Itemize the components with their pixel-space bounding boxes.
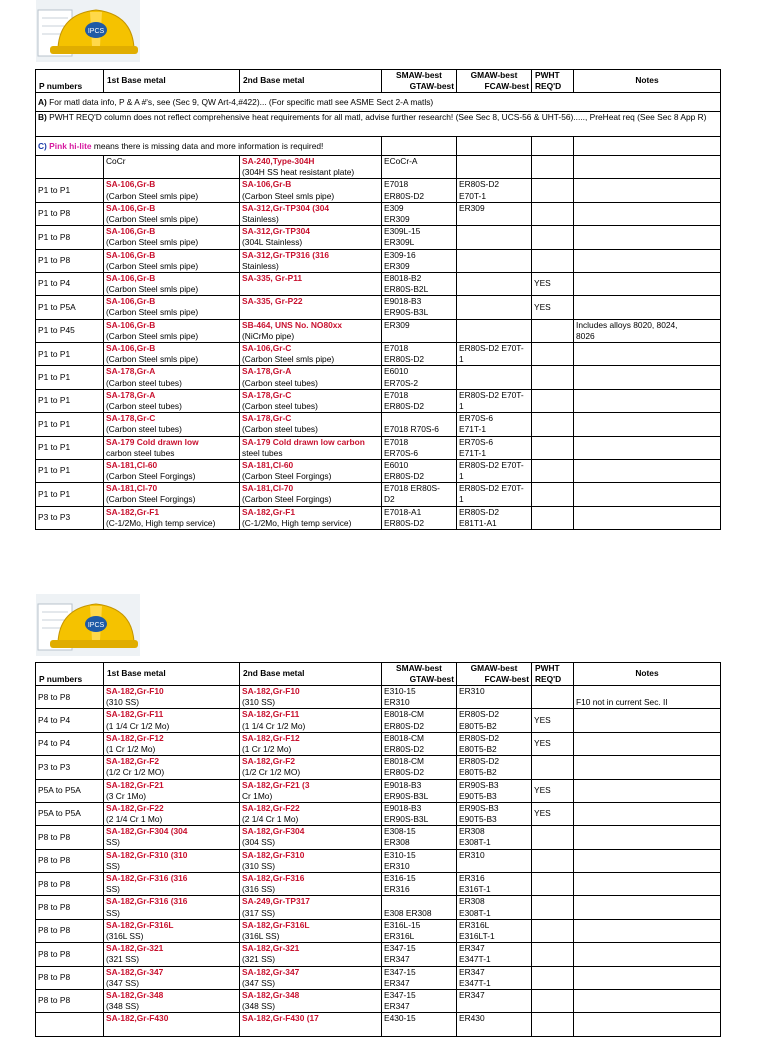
weld-filler-table-1 [35, 69, 721, 530]
table-row [36, 272, 721, 295]
base-metal-1-cell: SA-182,Gr-F310 (310 SS) [104, 849, 240, 872]
gmaw-fcaw-cell: ER80S-D2 E80T5-B2 [457, 732, 532, 755]
table-row [36, 249, 721, 272]
gmaw-fcaw-cell: ER90S-B3 E90T5-B3 [457, 802, 532, 825]
note-b: B) PWHT REQ'D column does not reflect comprehensive heat requirements for all matl, advise further research! (See Sec 8, UCS-56 & UHT-56)....., PreHeat req (See Sec 8 App R) [36, 112, 721, 137]
table-row [36, 506, 721, 529]
base-metal-1-cell: SA-182,Gr-F10 (310 SS) [104, 686, 240, 709]
notes-cell [574, 506, 721, 529]
smaw-gtaw-cell: E8018-B2 ER80S-B2L [382, 272, 457, 295]
notes-cell [574, 156, 721, 179]
p-number-cell: P3 to P3 [36, 756, 104, 779]
gmaw-fcaw-cell [457, 366, 532, 389]
p-number-cell: P3 to P3 [36, 506, 104, 529]
gmaw-fcaw-cell [457, 319, 532, 342]
notes-cell [574, 873, 721, 896]
notes-cell: Includes alloys 8020, 8024, 8026 [574, 319, 721, 342]
table-row [36, 413, 721, 436]
base-metal-1-cell: SA-182,Gr-F304 (304 SS) [104, 826, 240, 849]
base-metal-1-cell: SA-182,Gr-F2 (1/2 Cr 1/2 MO) [104, 756, 240, 779]
table-row [36, 966, 721, 989]
pwht-cell [532, 179, 574, 202]
p-number-cell: P1 to P1 [36, 389, 104, 412]
table-row [36, 686, 721, 709]
pwht-cell [532, 686, 574, 709]
col-smaw-gtaw: SMAW-best GTAW-best [382, 663, 457, 686]
pwht-cell [532, 873, 574, 896]
base-metal-1-cell: SA-106,Gr-B (Carbon Steel smls pipe) [104, 343, 240, 366]
smaw-gtaw-cell: E316-15 ER316 [382, 873, 457, 896]
gmaw-fcaw-cell: ER80S-D2 E70T- 1 [457, 459, 532, 482]
base-metal-2-cell: SB-464, UNS No. NO80xx (NiCrMo pipe) [240, 319, 382, 342]
smaw-gtaw-cell: E8018-CM ER80S-D2 [382, 732, 457, 755]
pwht-cell [532, 896, 574, 919]
p-number-cell: P1 to P1 [36, 343, 104, 366]
table-row [36, 896, 721, 919]
notes-cell [574, 919, 721, 942]
base-metal-1-cell: SA-182,Gr-347 (347 SS) [104, 966, 240, 989]
col-smaw-gtaw: SMAW-best GTAW-best [382, 70, 457, 93]
pwht-cell [532, 989, 574, 1012]
pwht-cell [532, 319, 574, 342]
pwht-cell [532, 459, 574, 482]
smaw-gtaw-cell: E309 ER309 [382, 202, 457, 225]
table-row [36, 226, 721, 249]
base-metal-1-cell: SA-178,Gr-A (Carbon steel tubes) [104, 389, 240, 412]
base-metal-2-cell: SA-182,Gr-F11 (1 1/4 Cr 1/2 Mo) [240, 709, 382, 732]
table-row [36, 156, 721, 179]
gmaw-fcaw-cell: ER80S-D2 E70T- 1 [457, 483, 532, 506]
base-metal-2-cell: SA-182,Gr-347 (347 SS) [240, 966, 382, 989]
p-number-cell: P5A to P5A [36, 802, 104, 825]
pwht-cell: YES [532, 732, 574, 755]
p-number-cell [36, 156, 104, 179]
pwht-cell: YES [532, 272, 574, 295]
p-number-cell [36, 1013, 104, 1036]
base-metal-2-cell: SA-182,Gr-F316L (316L SS) [240, 919, 382, 942]
gmaw-fcaw-cell: ER310 [457, 849, 532, 872]
p-number-cell: P8 to P8 [36, 826, 104, 849]
base-metal-1-cell: SA-106,Gr-B (Carbon Steel smls pipe) [104, 226, 240, 249]
notes-cell [574, 709, 721, 732]
table-row [36, 779, 721, 802]
col-p-numbers: P numbers [36, 663, 104, 686]
table-row [36, 483, 721, 506]
notes-cell [574, 779, 721, 802]
gmaw-fcaw-cell: ER316 E316T-1 [457, 873, 532, 896]
base-metal-2-cell: SA-335, Gr-P11 [240, 272, 382, 295]
pwht-cell: YES [532, 779, 574, 802]
table-row [36, 826, 721, 849]
base-metal-1-cell: SA-182,Gr-F1 (C-1/2Mo, High temp service) [104, 506, 240, 529]
notes-cell [574, 826, 721, 849]
col-base-metal-2: 2nd Base metal [240, 663, 382, 686]
smaw-gtaw-cell: E6010 ER70S-2 [382, 366, 457, 389]
smaw-gtaw-cell: E8018-CM ER80S-D2 [382, 756, 457, 779]
p-number-cell: P1 to P1 [36, 366, 104, 389]
smaw-gtaw-cell: E308 ER308 [382, 896, 457, 919]
smaw-gtaw-cell: E7018 ER80S-D2 [382, 179, 457, 202]
pwht-cell [532, 849, 574, 872]
smaw-gtaw-cell: ER309 [382, 319, 457, 342]
table-row [36, 296, 721, 319]
base-metal-1-cell: SA-182,Gr-321 (321 SS) [104, 943, 240, 966]
base-metal-1-cell: SA-106,Gr-B (Carbon Steel smls pipe) [104, 296, 240, 319]
col-base-metal-1: 1st Base metal [104, 663, 240, 686]
base-metal-2-cell: SA-249,Gr-TP317 (317 SS) [240, 896, 382, 919]
base-metal-1-cell: SA-106,Gr-B (Carbon Steel smls pipe) [104, 179, 240, 202]
pwht-cell: YES [532, 709, 574, 732]
smaw-gtaw-cell: E7018 R70S-6 [382, 413, 457, 436]
notes-cell [574, 366, 721, 389]
base-metal-2-cell: SA-182,Gr-F1 (C-1/2Mo, High temp service) [240, 506, 382, 529]
table-row [36, 989, 721, 1012]
pwht-cell [532, 249, 574, 272]
gmaw-fcaw-cell [457, 249, 532, 272]
pwht-cell [532, 1013, 574, 1036]
base-metal-1-cell: SA-182,Gr-F22 (2 1/4 Cr 1 Mo) [104, 802, 240, 825]
p-number-cell: P8 to P8 [36, 919, 104, 942]
base-metal-2-cell: SA-182,Gr-348 (348 SS) [240, 989, 382, 1012]
gmaw-fcaw-cell [457, 226, 532, 249]
hard-hat-logo-icon [36, 594, 140, 656]
p-number-cell: P4 to P4 [36, 732, 104, 755]
gmaw-fcaw-cell: ER90S-B3 E90T5-B3 [457, 779, 532, 802]
p-number-cell: P1 to P8 [36, 202, 104, 225]
pwht-cell [532, 943, 574, 966]
notes-cell [574, 849, 721, 872]
notes-cell [574, 272, 721, 295]
gmaw-fcaw-cell: ER80S-D2 E80T5-B2 [457, 756, 532, 779]
table-row [36, 459, 721, 482]
col-pwht: PWHT REQ'D [532, 663, 574, 686]
base-metal-2-cell: SA-182,Gr-321 (321 SS) [240, 943, 382, 966]
smaw-gtaw-cell: E310-15 ER310 [382, 686, 457, 709]
pwht-cell [532, 966, 574, 989]
base-metal-2-cell: SA-179 Cold drawn low carbon steel tubes [240, 436, 382, 459]
table-row [36, 873, 721, 896]
notes-cell [574, 756, 721, 779]
pwht-cell [532, 436, 574, 459]
notes-cell [574, 249, 721, 272]
gmaw-fcaw-cell: ER308 E308T-1 [457, 896, 532, 919]
smaw-gtaw-cell: E430-15 [382, 1013, 457, 1036]
notes-cell [574, 732, 721, 755]
notes-cell [574, 483, 721, 506]
svg-text:IPCS: IPCS [87, 622, 105, 629]
smaw-gtaw-cell: E309-16 ER309 [382, 249, 457, 272]
note-a: A) For matl data info, P & A #'s, see (Sec 9, QW Art-4,#422)... (For specific matl see ASME Sect 2-A matls) [36, 93, 721, 112]
smaw-gtaw-cell: E7018 ER80S- D2 [382, 483, 457, 506]
base-metal-2-cell: SA-178,Gr-A (Carbon steel tubes) [240, 366, 382, 389]
col-base-metal-1: 1st Base metal [104, 70, 240, 93]
gmaw-fcaw-cell: ER347 [457, 989, 532, 1012]
table-row [36, 366, 721, 389]
gmaw-fcaw-cell [457, 156, 532, 179]
smaw-gtaw-cell: E7018 ER80S-D2 [382, 389, 457, 412]
notes-cell [574, 179, 721, 202]
gmaw-fcaw-cell: ER70S-6 E71T-1 [457, 413, 532, 436]
base-metal-2-cell: SA-182,Gr-F430 (17 [240, 1013, 382, 1036]
pwht-cell [532, 919, 574, 942]
table-row [36, 802, 721, 825]
base-metal-2-cell: SA-182,Gr-F2 (1/2 Cr 1/2 MO) [240, 756, 382, 779]
smaw-gtaw-cell: E347-15 ER347 [382, 943, 457, 966]
gmaw-fcaw-cell: ER80S-D2 E70T- 1 [457, 389, 532, 412]
base-metal-2-cell: SA-312,Gr-TP316 (316 Stainless) [240, 249, 382, 272]
p-number-cell: P1 to P45 [36, 319, 104, 342]
p-number-cell: P5A to P5A [36, 779, 104, 802]
note-c: C) Pink hi-lite means there is missing data and more information is required! [36, 137, 382, 156]
base-metal-1-cell: SA-182,Gr-F316L (316L SS) [104, 919, 240, 942]
pwht-cell [532, 226, 574, 249]
base-metal-2-cell: SA-106,Gr-B (Carbon Steel smls pipe) [240, 179, 382, 202]
pwht-cell [532, 389, 574, 412]
pwht-cell [532, 756, 574, 779]
p-number-cell: P1 to P5A [36, 296, 104, 319]
base-metal-2-cell: SA-182,Gr-F10 (310 SS) [240, 686, 382, 709]
base-metal-2-cell: SA-182,Gr-F21 (3 Cr 1Mo) [240, 779, 382, 802]
p-number-cell: P1 to P1 [36, 436, 104, 459]
pwht-cell: YES [532, 802, 574, 825]
base-metal-2-cell: SA-335, Gr-P22 [240, 296, 382, 319]
base-metal-1-cell: SA-182,Gr-F430 [104, 1013, 240, 1036]
smaw-gtaw-cell: E7018 ER70S-6 [382, 436, 457, 459]
base-metal-2-cell: SA-240,Type-304H (304H SS heat resistant plate) [240, 156, 382, 179]
notes-cell: F10 not in current Sec. II [574, 686, 721, 709]
smaw-gtaw-cell: ECoCr-A [382, 156, 457, 179]
p-number-cell: P1 to P1 [36, 459, 104, 482]
gmaw-fcaw-cell: ER80S-D2 E81T1-A1 [457, 506, 532, 529]
notes-cell [574, 989, 721, 1012]
base-metal-2-cell: SA-181,Cl-60 (Carbon Steel Forgings) [240, 459, 382, 482]
base-metal-1-cell: SA-106,Gr-B (Carbon Steel smls pipe) [104, 202, 240, 225]
p-number-cell: P1 to P8 [36, 249, 104, 272]
smaw-gtaw-cell: E347-15 ER347 [382, 989, 457, 1012]
p-number-cell: P1 to P1 [36, 483, 104, 506]
base-metal-1-cell: SA-106,Gr-B (Carbon Steel smls pipe) [104, 272, 240, 295]
notes-cell [574, 202, 721, 225]
smaw-gtaw-cell: E9018-B3 ER90S-B3L [382, 802, 457, 825]
pwht-cell [532, 343, 574, 366]
base-metal-2-cell: SA-106,Gr-C (Carbon Steel smls pipe) [240, 343, 382, 366]
col-notes: Notes [574, 70, 721, 93]
gmaw-fcaw-cell: ER309 [457, 202, 532, 225]
base-metal-1-cell: SA-106,Gr-B (Carbon Steel smls pipe) [104, 249, 240, 272]
p-number-cell: P1 to P1 [36, 413, 104, 436]
table-row [36, 732, 721, 755]
base-metal-2-cell: SA-178,Gr-C (Carbon steel tubes) [240, 413, 382, 436]
base-metal-2-cell: SA-182,Gr-F12 (1 Cr 1/2 Mo) [240, 732, 382, 755]
smaw-gtaw-cell: E308-15 ER308 [382, 826, 457, 849]
p-number-cell: P1 to P4 [36, 272, 104, 295]
notes-cell [574, 1013, 721, 1036]
notes-cell [574, 226, 721, 249]
base-metal-1-cell: SA-178,Gr-A (Carbon steel tubes) [104, 366, 240, 389]
notes-cell [574, 413, 721, 436]
base-metal-1-cell: SA-106,Gr-B (Carbon Steel smls pipe) [104, 319, 240, 342]
base-metal-1-cell: SA-182,Gr-348 (348 SS) [104, 989, 240, 1012]
table-row [36, 202, 721, 225]
pwht-cell: YES [532, 296, 574, 319]
smaw-gtaw-cell: E6010 ER80S-D2 [382, 459, 457, 482]
gmaw-fcaw-cell: ER80S-D2 E70T- 1 [457, 343, 532, 366]
base-metal-1-cell: SA-182,Gr-F12 (1 Cr 1/2 Mo) [104, 732, 240, 755]
pwht-cell [532, 483, 574, 506]
table-row [36, 319, 721, 342]
p-number-cell: P8 to P8 [36, 849, 104, 872]
weld-filler-table-2 [35, 662, 721, 1037]
table-row [36, 436, 721, 459]
gmaw-fcaw-cell: ER347 E347T-1 [457, 943, 532, 966]
table-row [36, 343, 721, 366]
notes-cell [574, 389, 721, 412]
base-metal-2-cell: SA-312,Gr-TP304 (304 Stainless) [240, 202, 382, 225]
notes-cell [574, 459, 721, 482]
table-row [36, 849, 721, 872]
smaw-gtaw-cell: E7018 ER80S-D2 [382, 343, 457, 366]
gmaw-fcaw-cell [457, 272, 532, 295]
base-metal-2-cell: SA-182,Gr-F316 (316 SS) [240, 873, 382, 896]
base-metal-2-cell: SA-182,Gr-F304 (304 SS) [240, 826, 382, 849]
smaw-gtaw-cell: E316L-15 ER316L [382, 919, 457, 942]
base-metal-1-cell: SA-182,Gr-F316 (316 SS) [104, 896, 240, 919]
p-number-cell: P4 to P4 [36, 709, 104, 732]
base-metal-2-cell: SA-178,Gr-C (Carbon steel tubes) [240, 389, 382, 412]
notes-cell [574, 896, 721, 919]
base-metal-2-cell: SA-312,Gr-TP304 (304L Stainless) [240, 226, 382, 249]
pwht-cell [532, 506, 574, 529]
smaw-gtaw-cell: E9018-B3 ER90S-B3L [382, 779, 457, 802]
base-metal-1-cell: SA-178,Gr-C (Carbon steel tubes) [104, 413, 240, 436]
smaw-gtaw-cell: E309L-15 ER309L [382, 226, 457, 249]
notes-cell [574, 802, 721, 825]
pwht-cell [532, 413, 574, 436]
col-notes: Notes [574, 663, 721, 686]
gmaw-fcaw-cell [457, 296, 532, 319]
notes-cell [574, 436, 721, 459]
svg-text:IPCS: IPCS [87, 28, 105, 35]
col-p-numbers: P numbers [36, 70, 104, 93]
pwht-cell [532, 202, 574, 225]
table-row [36, 756, 721, 779]
p-number-cell: P8 to P8 [36, 873, 104, 896]
base-metal-1-cell: SA-181,Cl-70 (Carbon Steel Forgings) [104, 483, 240, 506]
pwht-cell [532, 156, 574, 179]
pwht-cell [532, 826, 574, 849]
gmaw-fcaw-cell: ER70S-6 E71T-1 [457, 436, 532, 459]
col-gmaw-fcaw: GMAW-best FCAW-best [457, 663, 532, 686]
base-metal-1-cell: SA-182,Gr-F21 (3 Cr 1Mo) [104, 779, 240, 802]
smaw-gtaw-cell: E7018-A1 ER80S-D2 [382, 506, 457, 529]
table-row [36, 943, 721, 966]
notes-cell [574, 343, 721, 366]
p-number-cell: P1 to P1 [36, 179, 104, 202]
base-metal-1-cell: CoCr [104, 156, 240, 179]
gmaw-fcaw-cell: ER430 [457, 1013, 532, 1036]
smaw-gtaw-cell: E310-15 ER310 [382, 849, 457, 872]
table-row [36, 179, 721, 202]
notes-cell [574, 966, 721, 989]
table-row [36, 919, 721, 942]
smaw-gtaw-cell: E347-15 ER347 [382, 966, 457, 989]
p-number-cell: P8 to P8 [36, 686, 104, 709]
smaw-gtaw-cell: E9018-B3 ER90S-B3L [382, 296, 457, 319]
base-metal-2-cell: SA-182,Gr-F310 (310 SS) [240, 849, 382, 872]
gmaw-fcaw-cell: ER80S-D2 E70T-1 [457, 179, 532, 202]
p-number-cell: P8 to P8 [36, 943, 104, 966]
table-row [36, 1013, 721, 1036]
notes-cell [574, 296, 721, 319]
col-base-metal-2: 2nd Base metal [240, 70, 382, 93]
gmaw-fcaw-cell: ER316L E316LT-1 [457, 919, 532, 942]
gmaw-fcaw-cell: ER347 E347T-1 [457, 966, 532, 989]
notes-cell [574, 943, 721, 966]
base-metal-2-cell: SA-182,Gr-F22 (2 1/4 Cr 1 Mo) [240, 802, 382, 825]
base-metal-1-cell: SA-179 Cold drawn low carbon steel tubes [104, 436, 240, 459]
gmaw-fcaw-cell: ER80S-D2 E80T5-B2 [457, 709, 532, 732]
p-number-cell: P8 to P8 [36, 896, 104, 919]
p-number-cell: P1 to P8 [36, 226, 104, 249]
base-metal-1-cell: SA-181,Cl-60 (Carbon Steel Forgings) [104, 459, 240, 482]
table-row [36, 709, 721, 732]
base-metal-2-cell: SA-181,Cl-70 (Carbon Steel Forgings) [240, 483, 382, 506]
p-number-cell: P8 to P8 [36, 966, 104, 989]
gmaw-fcaw-cell: ER310 [457, 686, 532, 709]
base-metal-1-cell: SA-182,Gr-F316 (316 SS) [104, 873, 240, 896]
table-row [36, 389, 721, 412]
base-metal-1-cell: SA-182,Gr-F11 (1 1/4 Cr 1/2 Mo) [104, 709, 240, 732]
col-pwht: PWHT REQ'D [532, 70, 574, 93]
p-number-cell: P8 to P8 [36, 989, 104, 1012]
gmaw-fcaw-cell: ER308 E308T-1 [457, 826, 532, 849]
hard-hat-logo-icon [36, 0, 140, 62]
smaw-gtaw-cell: E8018-CM ER80S-D2 [382, 709, 457, 732]
pwht-cell [532, 366, 574, 389]
col-gmaw-fcaw: GMAW-best FCAW-best [457, 70, 532, 93]
